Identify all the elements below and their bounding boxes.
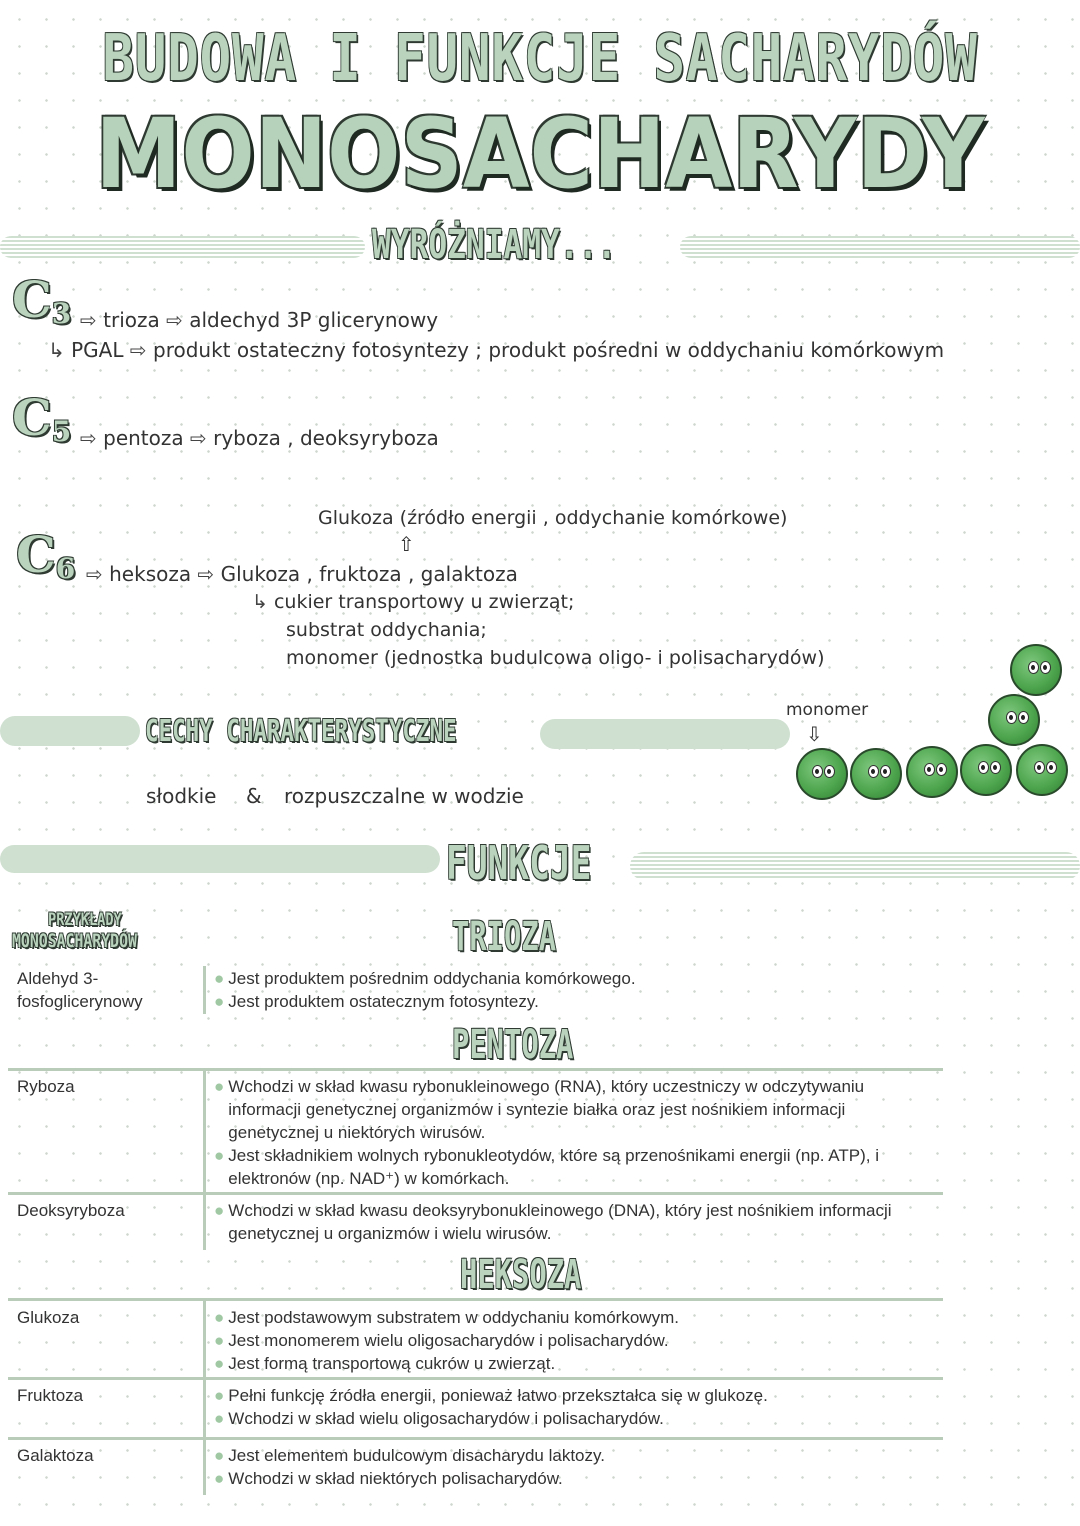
monomer-illustration xyxy=(794,640,1080,810)
section-heading-wyrozniamy: WYRÓŻNIAMY... xyxy=(372,222,617,268)
arrow-right-icon: ⇨ xyxy=(190,426,207,450)
cechy-left: słodkie xyxy=(146,784,217,808)
bullet-item: ● Wchodzi w skład niektórych polisacharydów. xyxy=(214,1469,563,1488)
arrow-right-icon: ⇨ xyxy=(80,308,97,332)
c6-line1: ⇨ heksoza ⇨ Glukoza , fruktoza , galaktoza xyxy=(86,562,518,586)
cechy-right: rozpuszczalne w wodzie xyxy=(284,784,524,808)
row-divider xyxy=(203,1437,206,1495)
monomer-label: monomer xyxy=(786,700,869,720)
arrow-right-icon: ⇨ xyxy=(166,308,183,332)
row-divider xyxy=(203,1298,206,1378)
group-heading-heksoza: HEKSOZA xyxy=(460,1252,582,1298)
divider-band xyxy=(0,236,365,258)
group-heading-pentoza: PENTOZA xyxy=(452,1022,574,1068)
divider-band xyxy=(680,236,1080,258)
bullet-item: ● Pełni funkcję źródła energii, ponieważ łatwo przekształca się w glukozę. xyxy=(214,1386,768,1405)
row-divider xyxy=(8,1192,943,1195)
row-divider xyxy=(8,1068,943,1071)
arrow-down-icon: ⇩ xyxy=(806,722,823,746)
row-divider xyxy=(8,1298,943,1301)
divider-band xyxy=(540,719,790,749)
page-title: BUDOWA I FUNKCJE SACHARYDÓW xyxy=(102,22,978,96)
row-bullets xyxy=(214,1075,914,1190)
bullet-item: ● Wchodzi w skład kwasu rybonukleinowego (RNA), który uczestniczy w odczytywaniu informacji genetycznej organizmów i syntezie białka oraz jest nośnikiem informacji genetycznej u niektórych wirusów. xyxy=(214,1077,865,1142)
row-label: Galaktoza xyxy=(17,1446,94,1465)
monomer-ball xyxy=(1016,744,1068,796)
c6-sub1: ↳ cukier transportowy u zwierząt; xyxy=(252,591,575,613)
arrow-right-icon: ⇨ xyxy=(86,562,103,586)
row-label: Ryboza xyxy=(17,1077,75,1096)
divider-band xyxy=(0,716,140,746)
arrow-right-icon: ⇨ xyxy=(129,338,147,362)
row-bullets xyxy=(214,967,934,1013)
bullet-item: ● Jest formą transportową cukrów u zwierząt. xyxy=(214,1354,556,1373)
carbon-c5: $C_5$ xyxy=(12,388,72,448)
bullet-item: ● Jest podstawowym substratem w oddychaniu komórkowym. xyxy=(214,1308,679,1327)
row-bullets xyxy=(214,1384,934,1430)
divider-band xyxy=(630,852,1080,880)
c6-above: Glukoza (źródło energii , oddychanie komórkowe) xyxy=(318,507,788,529)
c3-line2: ↳ PGAL ⇨ produkt ostateczny fotosyntezy ; produkt pośredni w oddychaniu komórkowym xyxy=(48,338,945,362)
group-heading-trioza: TRIOZA xyxy=(452,914,557,960)
cechy-amp: & xyxy=(246,784,262,808)
bullet-item: ● Jest składnikiem wolnych rybonukleotydów, które są przenośnikami energii (np. ATP), i elektronów (np. NAD⁺) w komórkach. xyxy=(214,1146,879,1188)
arrow-right-icon: ⇨ xyxy=(80,426,97,450)
monomer-ball xyxy=(796,748,848,800)
carbon-c3: $C_3$ xyxy=(12,270,72,330)
c5-line1: ⇨ pentoza ⇨ ryboza , deoksyryboza xyxy=(80,426,439,450)
monomer-ball xyxy=(850,748,902,800)
examples-label-1: PRZYKŁADY xyxy=(48,910,122,930)
section-heading-funkcje: FUNKCJE xyxy=(446,836,592,890)
arrow-right-icon: ⇨ xyxy=(197,562,215,586)
row-label: Glukoza xyxy=(17,1308,80,1327)
page-subtitle: MONOSACHARYDY xyxy=(95,98,985,210)
row-divider xyxy=(203,1377,206,1437)
row-label: Aldehyd 3-fosfoglicerynowy xyxy=(17,969,143,1011)
bullet-item: ● Jest monomerem wielu oligosacharydów i polisacharydów. xyxy=(214,1331,669,1350)
row-bullets xyxy=(214,1199,914,1245)
carbon-c6: $C_6$ xyxy=(16,525,76,585)
bullet-item: ● Jest produktem pośrednim oddychania komórkowego. xyxy=(214,969,636,988)
divider-band xyxy=(0,845,440,873)
bullet-item: ● Jest elementem budulcowym disacharydu laktozy. xyxy=(214,1446,605,1465)
row-divider xyxy=(8,1437,943,1440)
row-divider xyxy=(203,966,206,1014)
row-divider xyxy=(203,1068,206,1192)
monomer-ball xyxy=(1010,644,1062,696)
arrow-turn-icon: ↳ xyxy=(48,338,65,362)
row-divider xyxy=(203,1192,206,1250)
c6-sub3: monomer (jednostka budulcowa oligo- i polisacharydów) xyxy=(286,647,825,669)
arrow-up-icon: ⇧ xyxy=(398,532,415,556)
examples-label-2: MONOSACHARYDÓW xyxy=(12,930,137,952)
c3-line1: ⇨ trioza ⇨ aldechyd 3P glicerynowy xyxy=(80,308,439,332)
monomer-ball xyxy=(960,744,1012,796)
c6-sub2: substrat oddychania; xyxy=(286,619,487,641)
monomer-ball xyxy=(988,694,1040,746)
row-label: Fruktoza xyxy=(17,1386,84,1405)
bullet-item: ● Jest produktem ostatecznym fotosyntezy. xyxy=(214,992,539,1011)
section-heading-cechy: CECHY CHARAKTERYSTYCZNE xyxy=(145,714,457,749)
row-bullets xyxy=(214,1444,934,1490)
bullet-item: ● Wchodzi w skład kwasu deoksyrybonukleinowego (DNA), który jest nośnikiem informacji genetycznej u organizmów i wielu wirusów. xyxy=(214,1201,892,1243)
row-bullets xyxy=(214,1306,934,1375)
bullet-item: ● Wchodzi w skład wielu oligosacharydów i polisacharydów. xyxy=(214,1409,664,1428)
row-divider xyxy=(8,1377,943,1380)
row-label: Deoksyryboza xyxy=(17,1201,125,1220)
arrow-turn-icon: ↳ xyxy=(252,591,268,613)
monomer-ball xyxy=(906,746,958,798)
